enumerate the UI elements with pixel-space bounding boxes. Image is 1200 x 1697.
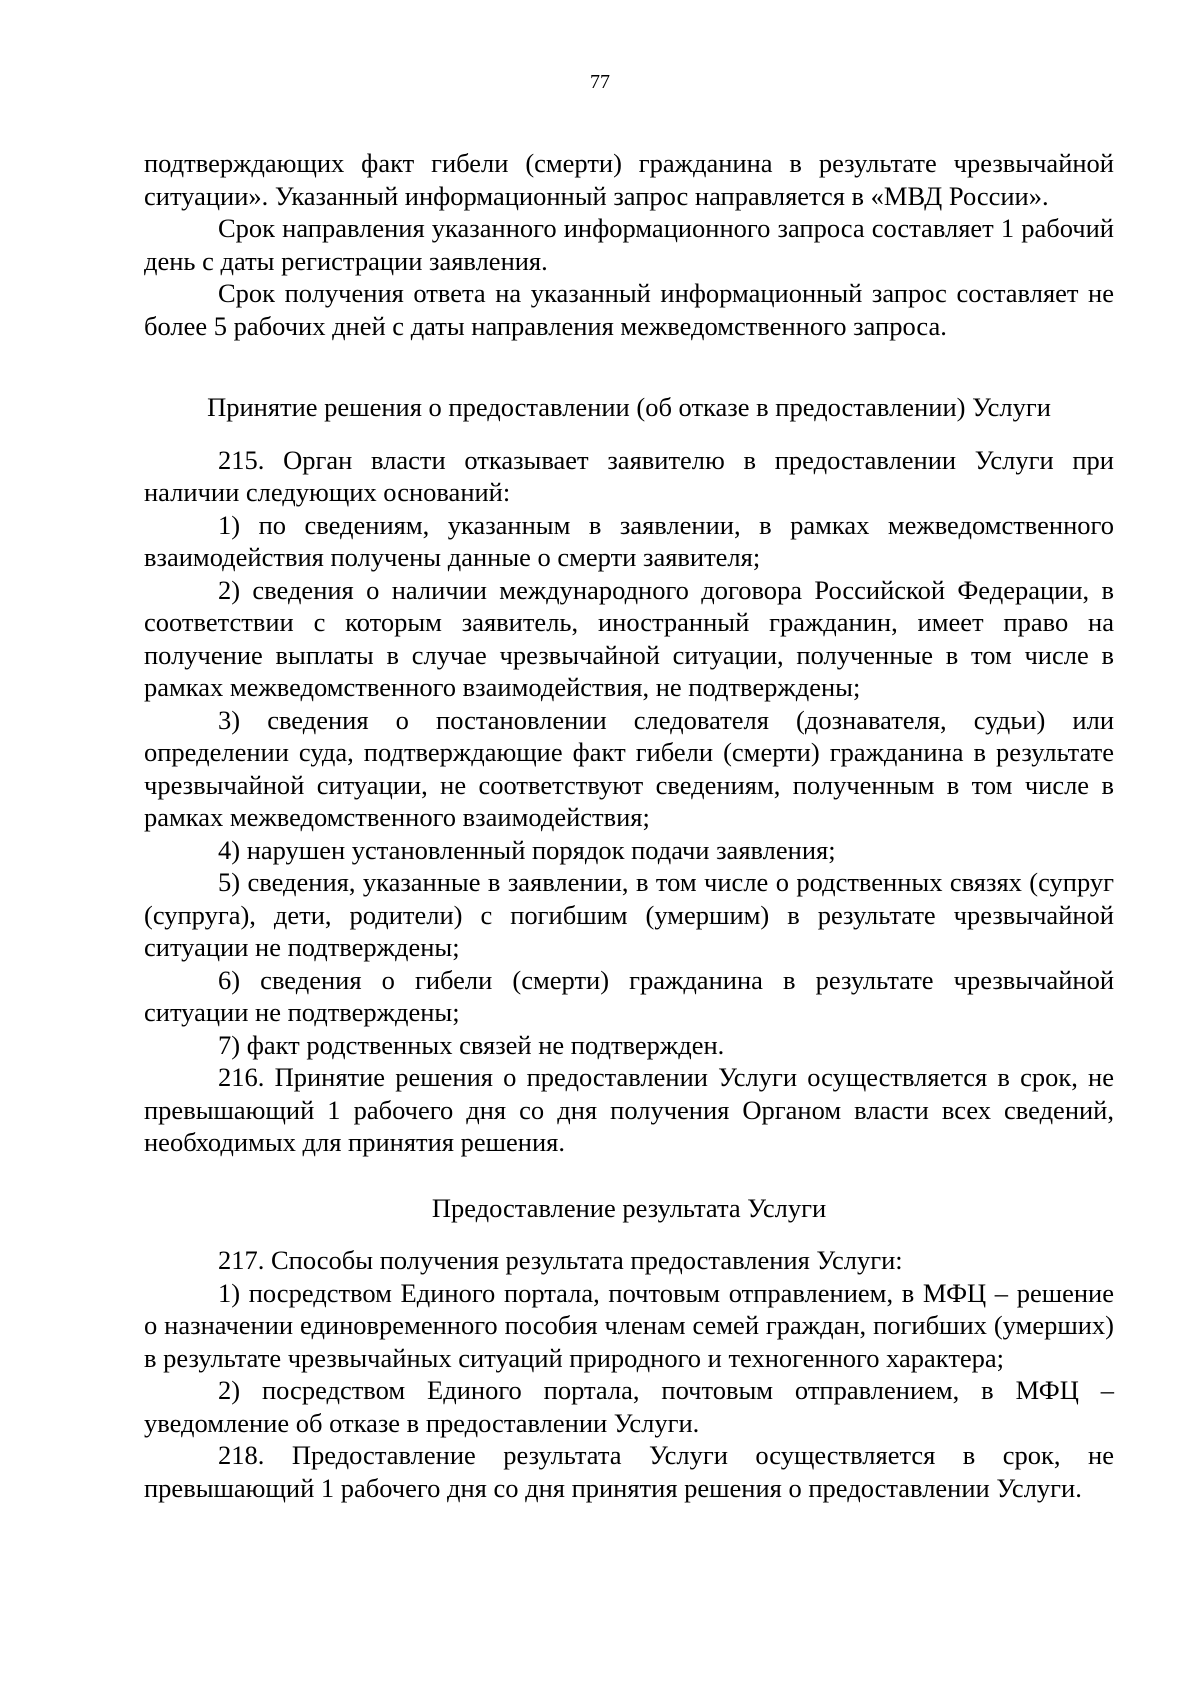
paragraph-response-term: Срок получения ответа на указанный информационный запрос составляет не более 5 рабочих дней с даты направления межведомственного запроса. — [144, 278, 1114, 341]
list-item-215-2: 2) сведения о наличии международного договора Российской Федерации, в соответствии с которым заявитель, иностранный гражданин, имеет право на получение выплаты в случае чрезвычайной ситуации, полученные в том числе в рамках межведомственного взаимодействия, не подтверждены; — [144, 574, 1114, 702]
spacer — [144, 1224, 1114, 1244]
paragraph-216: 216. Принятие решения о предоставлении Услуги осуществляется в срок, не превышающий 1 рабочего дня со дня получения Органом власти всех сведений, необходимых для принятия решения. — [144, 1062, 1114, 1157]
section-heading-decision: Принятие решения о предоставлении (об отказе в предоставлении) Услуги — [207, 392, 1051, 422]
list-item-215-1: 1) по сведениям, указанным в заявлении, в рамках межведомственного взаимодействия получены данные о смерти заявителя; — [144, 509, 1114, 572]
spacer — [144, 342, 1114, 391]
spacer — [144, 1159, 1114, 1192]
page-number: 77 — [590, 71, 610, 93]
list-item-217-1: 1) посредством Единого портала, почтовым отправлением, в МФЦ – решение о назначении единовременного пособия членам семей граждан, погибших (умерших) в результате чрезвычайных ситуаций природного и техногенного характера; — [144, 1277, 1114, 1373]
list-item-217-2: 2) посредством Единого портала, почтовым отправлением, в МФЦ – уведомление об отказе в предоставлении Услуги. — [144, 1375, 1114, 1438]
paragraph-request-term: Срок направления указанного информационного запроса составляет 1 рабочий день с даты регистрации заявления. — [144, 213, 1114, 276]
paragraph-218: 218. Предоставление результата Услуги осуществляется в срок, не превышающий 1 рабочего дня со дня принятия решения о предоставлении Услуги. — [144, 1440, 1114, 1503]
paragraph-217: 217. Способы получения результата предоставления Услуги: — [218, 1245, 903, 1275]
list-item-215-5: 5) сведения, указанные в заявлении, в том числе о родственных связях (супруг (супруга), дети, родители) с погибшим (умершим) в результате чрезвычайной ситуации не подтверждены; — [144, 867, 1114, 962]
paragraph-continuation: подтверждающих факт гибели (смерти) гражданина в результате чрезвычайной ситуации». Указанный информационный запрос направляется в «МВД России». — [144, 148, 1114, 211]
document-body — [144, 147, 1114, 1504]
list-item-215-4: 4) нарушен установленный порядок подачи заявления; — [218, 834, 836, 865]
list-item-215-6: 6) сведения о гибели (смерти) гражданина в результате чрезвычайной ситуации не подтверждены; — [144, 964, 1114, 1027]
list-item-215-7: 7) факт родственных связей не подтвержден. — [218, 1029, 725, 1060]
list-item-215-3: 3) сведения о постановлении следователя (дознавателя, судьи) или определении суда, подтверждающие факт гибели (смерти) гражданина в результате чрезвычайной ситуации, не соответствуют сведениям, полученным в том числе в рамках межведомственного взаимодействия; — [144, 704, 1114, 832]
spacer — [144, 424, 1114, 444]
section-heading-result: Предоставление результата Услуги — [431, 1192, 827, 1223]
paragraph-215: 215. Орган власти отказывает заявителю в предоставлении Услуги при наличии следующих оснований: — [144, 444, 1114, 507]
